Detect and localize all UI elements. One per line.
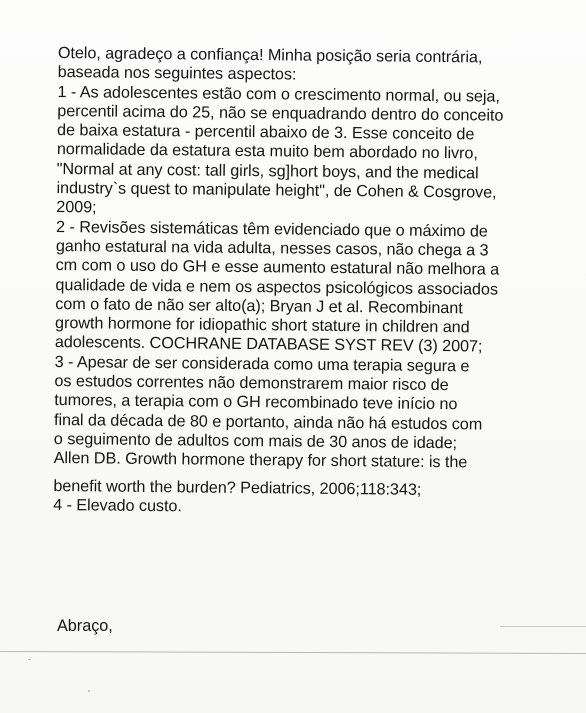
- letter-line: adolescents. COCHRANE DATABASE SYST REV (3) 2007;: [54, 333, 483, 356]
- letter-line: qualidade de vida e nem os aspectos psicológicos associados: [55, 275, 499, 299]
- closing-signoff: Abraço,: [57, 617, 113, 635]
- letter-line: de baixa estatura - percentil abaixo de 3. Esse conceito de: [57, 121, 475, 144]
- letter-line: 2 - Revisões sistemáticas têm evidenciado que o máximo de: [55, 217, 488, 241]
- letter-line: 3 - Apesar de ser considerada como uma terapia segura e: [54, 352, 470, 376]
- letter-line: percentil acima do 25, não se enquadrando dentro do conceito: [57, 101, 504, 125]
- letter-line: ganho estatural na vida adulta, nesses casos, não chega a 3: [55, 236, 489, 260]
- letter-line: os estudos correntes não demonstrarem maior risco de: [54, 372, 449, 395]
- scan-edge-line: [500, 626, 586, 627]
- scan-edge-line: [0, 651, 586, 654]
- letter-body: [53, 44, 578, 521]
- letter-line: 4 - Elevado custo.: [53, 495, 182, 516]
- letter-line: industry`s quest to manipulate height", de Cohen & Cosgrove,: [56, 179, 497, 202]
- letter-line: o seguimento de adultos com mais de 30 anos de idade;: [53, 429, 458, 453]
- letter-line: com o fato de não ser alto(a); Bryan J et al. Recombinant: [55, 294, 463, 318]
- letter-line: benefit worth the burden? Pediatrics, 2006;118:343;: [53, 476, 422, 499]
- letter-line: tumores, a terapia com o GH recombinado teve início no: [54, 391, 458, 414]
- letter-line: "Normal at any cost: tall girls, sg]hort boys, and the medical: [56, 159, 479, 183]
- letter-line: cm com o uso do GH e esse aumento estatural não melhora a: [55, 256, 500, 279]
- letter-line: 2009;: [56, 198, 97, 217]
- letter-line: growth hormone for idiopathic short stature in children and: [54, 314, 470, 337]
- letter-line: 1 - As adolescentes estão com o crescimento normal, ou seja,: [57, 82, 500, 106]
- letter-line: normalidade da estatura esta muito bem abordado no livro,: [56, 140, 478, 163]
- letter-line: Otelo, agradeço a confiança! Minha posição seria contrária,: [57, 44, 483, 67]
- scan-speck: [88, 690, 90, 692]
- letter-line: baseada nos seguintes aspectos:: [57, 63, 297, 84]
- scan-speck: [28, 659, 31, 660]
- letter-line: Allen DB. Growth hormone therapy for short stature: is the: [53, 449, 468, 472]
- letter-line: final da década de 80 e portanto, ainda não há estudos com: [53, 410, 483, 434]
